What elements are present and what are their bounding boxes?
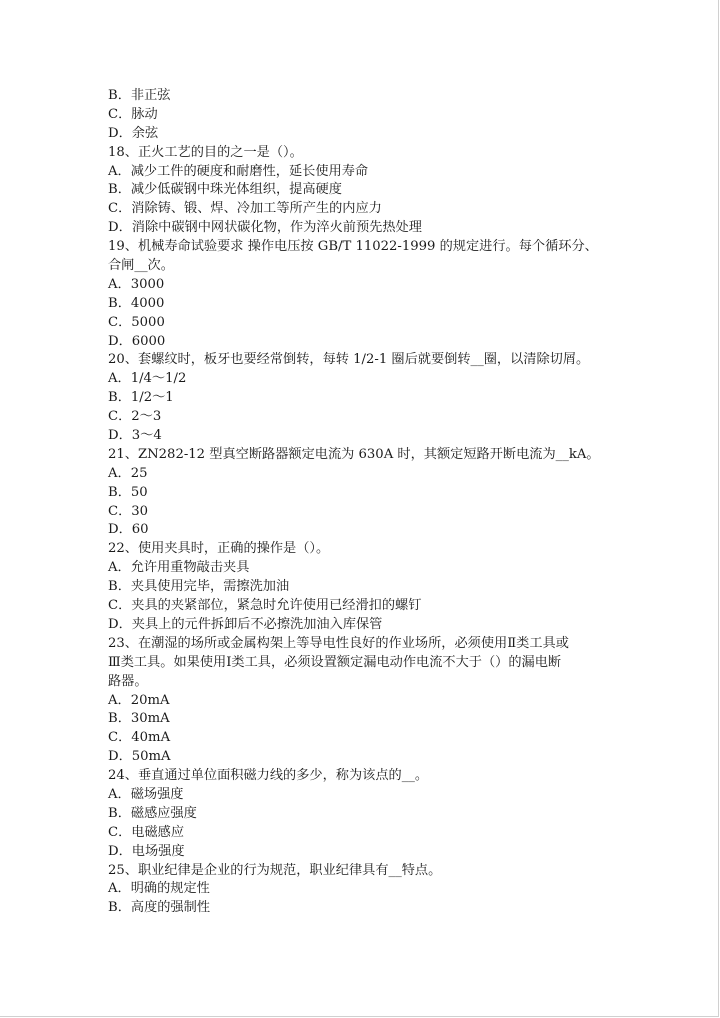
question-23-continued: 路器。	[108, 673, 148, 689]
question-24: 24、垂直通过单位面积磁力线的多少，称为该点的__。	[108, 768, 429, 784]
question-23-continued: Ⅲ类工具。如果使用Ⅰ类工具，必须设置额定漏电动作电流不大于（）的漏电断	[108, 654, 562, 670]
question-19-continued: 合闸__次。	[108, 258, 174, 274]
option-line: B．1/2～1	[108, 390, 174, 406]
option-line: A．允许用重物敲击夹具	[108, 560, 250, 576]
option-line: B．磁感应强度	[108, 805, 197, 821]
option-line: D．余弦	[108, 125, 159, 141]
question-23: 23、在潮湿的场所或金属构架上等导电性良好的作业场所，必须使用Ⅱ类工具或	[108, 635, 569, 651]
option-line: B．高度的强制性	[108, 900, 211, 916]
option-line: B．50	[108, 484, 148, 500]
option-line: C．夹具的夹紧部位，紧急时允许使用已经滑扣的螺钉	[108, 598, 422, 614]
question-19: 19、机械寿命试验要求 操作电压按 GB/T 11022-1999 的规定进行。每个循环分、	[108, 239, 598, 255]
option-line: A．减少工件的硬度和耐磨性，延长使用寿命	[108, 163, 369, 179]
question-18: 18、正火工艺的目的之一是（）。	[108, 144, 303, 160]
option-line: D．电场强度	[108, 843, 185, 859]
option-line: D．夹具上的元件拆卸后不必擦洗加油入库保管	[108, 616, 383, 632]
option-line: D．消除中碳钢中网状碳化物，作为淬火前预先热处理	[108, 220, 422, 236]
option-line: D．60	[108, 522, 149, 538]
option-line: B．非正弦	[108, 88, 171, 103]
option-line: C．脉动	[108, 106, 158, 122]
option-line: C．30	[108, 503, 149, 519]
document-body	[108, 87, 613, 918]
option-line: A．25	[108, 465, 148, 481]
option-line: C．5000	[108, 314, 165, 330]
option-line: B．夹具使用完毕，需擦洗加油	[108, 579, 290, 595]
question-22: 22、使用夹具时，正确的操作是（）。	[108, 541, 330, 557]
option-line: A．3000	[108, 276, 165, 292]
question-25: 25、职业纪律是企业的行为规范，职业纪律具有__特点。	[108, 862, 442, 878]
option-line: A．明确的规定性	[108, 881, 210, 897]
option-line: A．20mA	[108, 692, 170, 708]
option-line: B．30mA	[108, 711, 170, 727]
option-line: C．消除铸、锻、焊、冷加工等所产生的内应力	[108, 201, 382, 217]
option-line: D．50mA	[108, 749, 171, 765]
option-line: B．4000	[108, 295, 165, 311]
option-line: D．3～4	[108, 428, 162, 444]
option-line: C．电磁感应	[108, 824, 185, 840]
question-20: 20、套螺纹时，板牙也要经常倒转，每转 1/2-1 圈后就要倒转__圈，以清除切屑。	[108, 352, 590, 368]
option-line: C．2～3	[108, 409, 162, 425]
option-line: A．1/4～1/2	[108, 371, 187, 387]
option-line: A．磁场强度	[108, 786, 184, 802]
question-21: 21、ZN282-12 型真空断路器额定电流为 630A 时，其额定短路开断电流为__kA。	[108, 446, 600, 462]
option-line: D．6000	[108, 333, 166, 349]
option-line: B．减少低碳钢中珠光体组织，提高硬度	[108, 182, 342, 198]
option-line: C．40mA	[108, 730, 171, 746]
